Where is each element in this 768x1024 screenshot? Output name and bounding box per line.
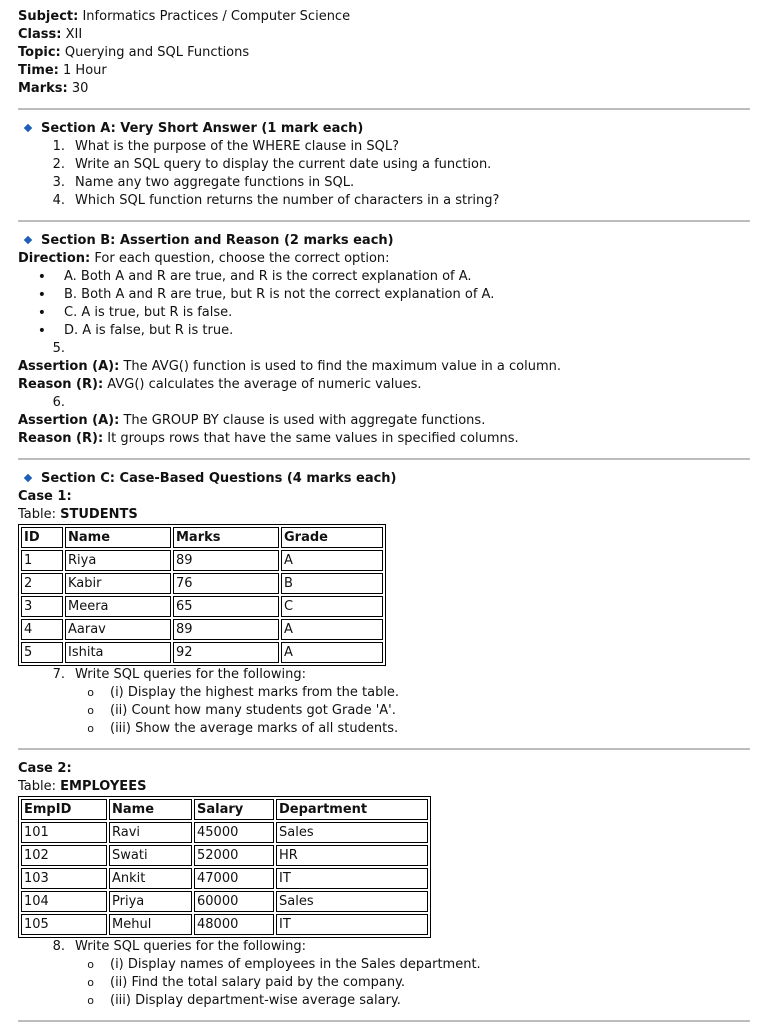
topic-value: Querying and SQL Functions bbox=[64, 45, 250, 60]
direction-line: Direction: For each question, choose the correct option: bbox=[18, 251, 390, 266]
section-a-title: Section A: Very Short Answer (1 mark each) bbox=[18, 120, 750, 138]
section-a bbox=[18, 120, 750, 210]
paper-header bbox=[18, 8, 750, 98]
section-b-title: Section B: Assertion and Reason (2 marks each) bbox=[18, 232, 750, 250]
table-row: 101 Ravi 45000 Sales bbox=[21, 822, 428, 843]
table-caption: Table: STUDENTS bbox=[18, 507, 138, 522]
table-caption: Table: EMPLOYEES bbox=[18, 779, 147, 794]
table-header-row: ID Name Marks Grade bbox=[21, 527, 383, 548]
circle-bullet-icon: o bbox=[87, 722, 94, 735]
bullet-icon: • bbox=[37, 305, 46, 321]
table-row: 103 Ankit 47000 IT bbox=[21, 868, 428, 889]
table-row: 5 Ishita 92 A bbox=[21, 642, 383, 663]
section-c-title: Section C: Case-Based Questions (4 marks each) bbox=[18, 470, 750, 488]
question-item: 2. Write an SQL query to display the current date using a function. bbox=[52, 157, 492, 172]
class-line: Class: XII bbox=[18, 27, 83, 42]
section-b bbox=[18, 232, 750, 448]
case-2-label: Case 2: bbox=[18, 761, 72, 776]
sub-question: o (ii) Count how many students got Grade 'A'. bbox=[18, 702, 750, 720]
assertion-line: Assertion (A): The AVG() function is used to find the maximum value in a column. bbox=[18, 359, 562, 374]
circle-bullet-icon: o bbox=[87, 958, 94, 971]
subject-line: Subject: Informatics Practices / Computer Science bbox=[18, 9, 351, 24]
case-1-label: Case 1: bbox=[18, 489, 72, 504]
question-item: 7. Write SQL queries for the following: bbox=[52, 667, 306, 682]
table-row: 4 Aarav 89 A bbox=[21, 619, 383, 640]
circle-bullet-icon: o bbox=[87, 994, 94, 1007]
class-value: XII bbox=[65, 27, 83, 42]
diamond-bullet-icon bbox=[24, 124, 32, 132]
divider bbox=[18, 108, 750, 110]
table-row: 2 Kabir 76 B bbox=[21, 573, 383, 594]
option-item: • B. Both A and R are true, but R is not the correct explanation of A. bbox=[18, 286, 750, 304]
question-item: 1. What is the purpose of the WHERE clause in SQL? bbox=[52, 139, 400, 154]
table-row: 102 Swati 52000 HR bbox=[21, 845, 428, 866]
table-row: 105 Mehul 48000 IT bbox=[21, 914, 428, 935]
employees-table bbox=[18, 796, 431, 938]
marks-line: Marks: 30 bbox=[18, 81, 89, 96]
time-value: 1 Hour bbox=[63, 63, 107, 78]
question-number: 5. bbox=[52, 341, 65, 356]
marks-value: 30 bbox=[71, 81, 89, 96]
time-line: Time: 1 Hour bbox=[18, 63, 107, 78]
table-row: 1 Riya 89 A bbox=[21, 550, 383, 571]
divider bbox=[18, 458, 750, 460]
question-number: 6. bbox=[52, 395, 65, 410]
divider bbox=[18, 1020, 750, 1022]
circle-bullet-icon: o bbox=[87, 704, 94, 717]
option-item: • C. A is true, but R is false. bbox=[18, 304, 750, 322]
question-item: 3. Name any two aggregate functions in SQL. bbox=[52, 175, 355, 190]
reason-line: Reason (R): It groups rows that have the same values in specified columns. bbox=[18, 431, 519, 446]
bullet-icon: • bbox=[37, 269, 46, 285]
sub-question: o (i) Display names of employees in the Sales department. bbox=[18, 956, 750, 974]
circle-bullet-icon: o bbox=[87, 686, 94, 699]
divider bbox=[18, 220, 750, 222]
table-row: 3 Meera 65 C bbox=[21, 596, 383, 617]
bullet-icon: • bbox=[37, 287, 46, 303]
subject-value: Informatics Practices / Computer Science bbox=[82, 9, 351, 24]
topic-line: Topic: Querying and SQL Functions bbox=[18, 45, 250, 60]
students-table bbox=[18, 524, 386, 666]
diamond-bullet-icon bbox=[24, 474, 32, 482]
circle-bullet-icon: o bbox=[87, 976, 94, 989]
sub-question: o (iii) Show the average marks of all students. bbox=[18, 720, 750, 738]
table-row: 104 Priya 60000 Sales bbox=[21, 891, 428, 912]
sub-question: o (i) Display the highest marks from the table. bbox=[18, 684, 750, 702]
diamond-bullet-icon bbox=[24, 236, 32, 244]
option-item: • D. A is false, but R is true. bbox=[18, 322, 750, 340]
divider bbox=[18, 748, 750, 750]
sub-question: o (ii) Find the total salary paid by the company. bbox=[18, 974, 750, 992]
assertion-line: Assertion (A): The GROUP BY clause is used with aggregate functions. bbox=[18, 413, 486, 428]
table-header-row: EmpID Name Salary Department bbox=[21, 799, 428, 820]
reason-line: Reason (R): AVG() calculates the average of numeric values. bbox=[18, 377, 422, 392]
question-item: 4. Which SQL function returns the number of characters in a string? bbox=[52, 193, 500, 208]
section-c bbox=[18, 470, 750, 1022]
option-item: • A. Both A and R are true, and R is the correct explanation of A. bbox=[18, 268, 750, 286]
question-item: 8. Write SQL queries for the following: bbox=[52, 939, 306, 954]
bullet-icon: • bbox=[37, 323, 46, 339]
sub-question: o (iii) Display department-wise average salary. bbox=[18, 992, 750, 1010]
